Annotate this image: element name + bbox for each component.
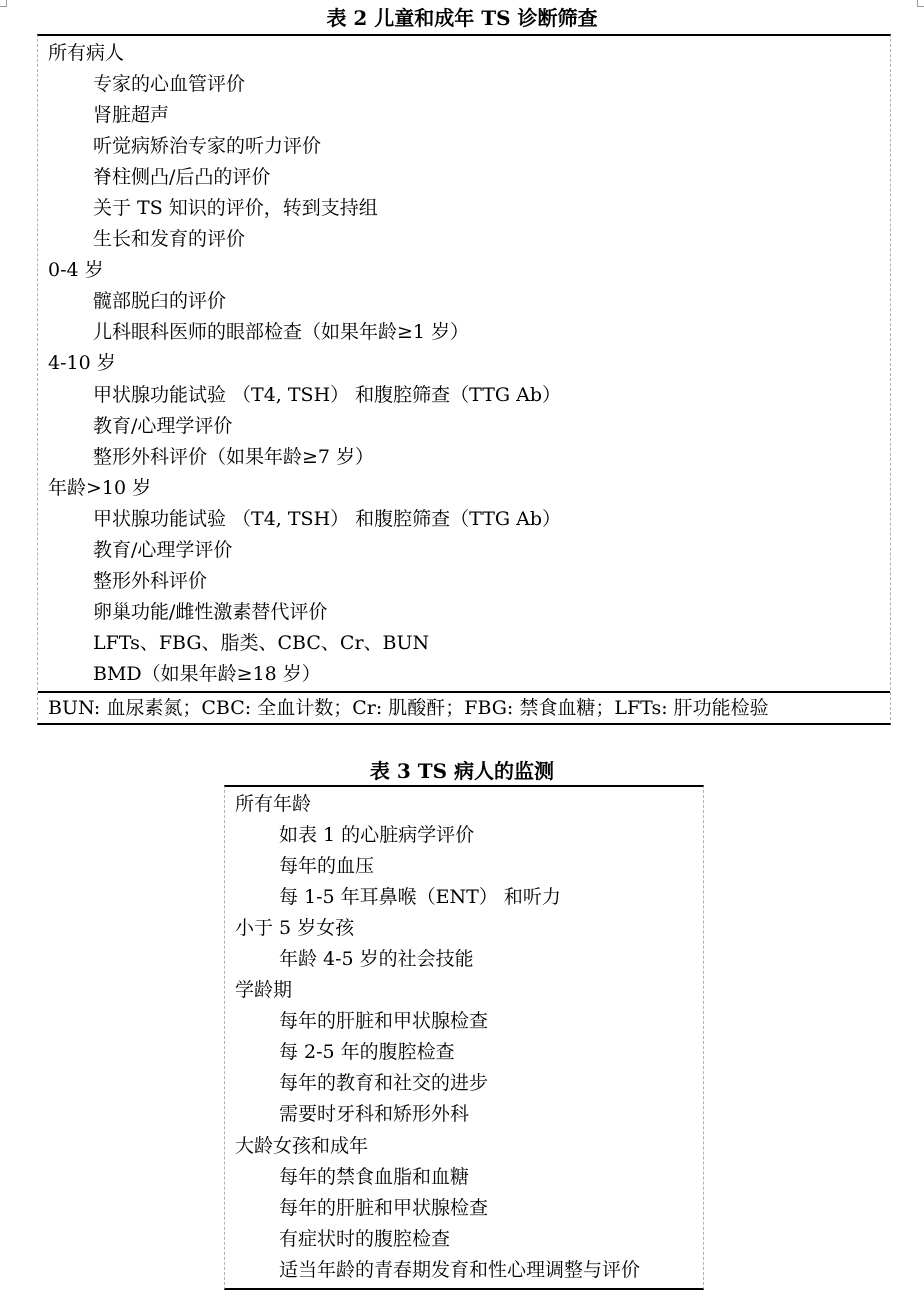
table-row: 专家的心血管评价	[93, 73, 246, 96]
table-row: 每年的肝脏和甲状腺检查	[279, 1196, 489, 1219]
table-row: 每 2-5 年的腹腔检查	[279, 1041, 455, 1064]
table-group-heading: 学龄期	[235, 979, 293, 1002]
table2	[37, 34, 891, 725]
table-row: 肾脏超声	[93, 104, 170, 127]
table-row: 关于 TS 知识的评价，转到支持组	[93, 197, 378, 220]
table-group-heading: 所有病人	[48, 42, 125, 64]
table-row: 儿科眼科医师的眼部检查（如果年龄≥1 岁）	[93, 321, 470, 344]
table-row: LFTs、FBG、脂类、CBC、Cr、BUN	[93, 631, 430, 654]
table-row: BMD（如果年龄≥18 岁）	[93, 662, 321, 685]
table-row: 甲状腺功能试验 （T4, TSH） 和腹腔筛查（TTG Ab）	[93, 507, 561, 530]
table-row: 听觉病矫治专家的听力评价	[93, 135, 322, 158]
table-row: 整形外科评价	[93, 569, 208, 592]
table-row: 教育/心理学评价	[93, 414, 233, 437]
table-group-heading: 所有年龄	[235, 793, 312, 815]
table-row: 整形外科评价（如果年龄≥7 岁）	[93, 445, 375, 468]
table-row: 生长和发育的评价	[93, 228, 246, 251]
table2-footnote: BUN: 血尿素氮；CBC: 全血计数；Cr: 肌酸酐；FBG: 禁食血糖；LFTs: 肝功能检验	[38, 691, 890, 723]
table3-title: 表 3 TS 病人的监测	[369, 759, 555, 783]
table-group-heading: 年龄>10 岁	[48, 476, 152, 499]
table2-title: 表 2 儿童和成年 TS 诊断筛查	[326, 6, 598, 30]
table-row: 教育/心理学评价	[93, 538, 233, 561]
table-row: 甲状腺功能试验 （T4, TSH） 和腹腔筛查（TTG Ab）	[93, 383, 561, 406]
table-row: 每年的禁食血脂和血糖	[279, 1165, 470, 1188]
table-row: 髋部脱臼的评价	[93, 290, 227, 313]
table-row: 需要时牙科和矫形外科	[279, 1103, 470, 1126]
table-row: 如表 1 的心脏病学评价	[279, 824, 475, 847]
table2-rows	[38, 38, 890, 690]
table3-rows	[225, 789, 703, 1286]
table-row: 有症状时的腹腔检查	[279, 1227, 451, 1250]
table-row: 卵巢功能/雌性激素替代评价	[93, 600, 328, 623]
table-row: 年龄 4-5 岁的社会技能	[279, 948, 474, 971]
table-row: 每 1-5 年耳鼻喉（ENT） 和听力	[279, 886, 561, 909]
table-row: 适当年龄的青春期发育和性心理调整与评价	[279, 1258, 641, 1281]
table-row: 脊柱侧凸/后凸的评价	[93, 166, 271, 189]
table-row: 每年的肝脏和甲状腺检查	[279, 1010, 489, 1033]
table-group-heading: 4-10 岁	[48, 352, 116, 375]
table-group-heading: 0-4 岁	[48, 259, 104, 282]
table-row: 每年的教育和社交的进步	[279, 1072, 489, 1095]
table-row: 每年的血压	[279, 855, 375, 878]
table-group-heading: 大龄女孩和成年	[235, 1134, 369, 1157]
table-group-heading: 小于 5 岁女孩	[235, 917, 355, 940]
table3	[224, 785, 704, 1290]
